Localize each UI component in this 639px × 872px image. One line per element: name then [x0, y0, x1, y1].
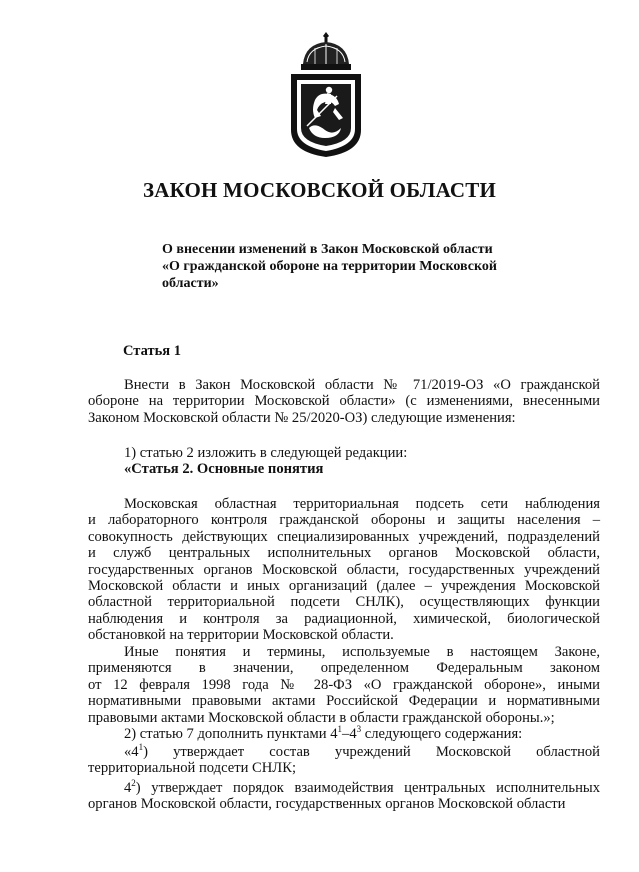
article-2-heading: «Статья 2. Основные понятия	[124, 461, 324, 478]
text-line: областной территориальной подсети СНЛК), осуществляющих функции	[88, 594, 600, 611]
intro-paragraph	[88, 377, 600, 426]
item-2-text: 2) статью 7 дополнить пунктами 4	[124, 726, 338, 742]
text-line: нормативными правовыми актами Российской Федерации и нормативными	[88, 693, 600, 710]
text-line: от 12 февраля 1998 года № 28-ФЗ «О гражданской обороне», иными	[88, 676, 600, 693]
superscript: 1	[138, 742, 144, 753]
subtitle-line: О внесении изменений в Закон Московской области	[162, 242, 493, 257]
superscript: 1	[337, 724, 343, 735]
text-line	[88, 780, 600, 796]
item-1	[88, 445, 600, 478]
item-2	[88, 726, 600, 742]
text-line: Московская областная территориальная подсеть сети наблюдения	[124, 496, 600, 512]
item-2-text: следующего содержания:	[361, 726, 523, 742]
text-line: обороне на территории Московской области» (с изменениями, внесенными	[88, 393, 600, 410]
point-number: 4	[124, 780, 132, 796]
text-line	[88, 726, 600, 742]
text-line: обстановкой на территории Московской области.	[88, 627, 394, 644]
document-title: ЗАКОН МОСКОВСКОЙ ОБЛАСТИ	[142, 178, 497, 202]
other-terms-paragraph	[88, 644, 600, 726]
text-line: правовыми актами Московской области в области гражданской обороны.»;	[88, 709, 555, 726]
text-line: применяются в значении, определенном Федеральным законом	[88, 660, 600, 677]
point-number: «4	[124, 744, 139, 760]
text-line: органов Московской области, государственных органов Московской области	[88, 796, 566, 813]
text-line: совокупность действующих специализированных учреждений, подразделений	[88, 528, 600, 545]
point-4-1	[88, 744, 600, 777]
text-line: наблюдения и контроля за радиационной, химической, биологической	[88, 610, 600, 627]
law-subtitle	[162, 241, 562, 292]
text-line: Иные понятия и термины, используемые в настоящем Законе,	[124, 644, 600, 660]
text-line	[88, 744, 600, 760]
text-line: и лабораторного контроля гражданской обороны и защиты населения –	[88, 512, 600, 529]
text-line: Законом Московской области № 25/2020-ОЗ) следующие изменения:	[88, 409, 516, 426]
text-line: и служб центральных исполнительных органов Московской области,	[88, 545, 600, 562]
coat-of-arms-icon	[285, 30, 367, 158]
superscript: 2	[131, 778, 136, 789]
definition-paragraph	[88, 496, 600, 644]
text-line: Внести в Закон Московской области № 71/2019-ОЗ «О гражданской	[124, 377, 600, 393]
subtitle-line: «О гражданской обороне на территории Московской	[162, 259, 497, 274]
text-line: территориальной подсети СНЛК;	[88, 760, 296, 777]
point-text: ) утверждает порядок взаимодействия центральных исполнительных	[135, 780, 600, 796]
point-4-2	[88, 780, 600, 813]
article-heading: Статья 1	[123, 343, 181, 359]
text-line: 1) статью 2 изложить в следующей редакции:	[124, 445, 408, 461]
text-line: Московской области и иных организаций (далее – учреждения Московской	[88, 578, 600, 595]
text-line: государственных органов Московской области, государственных учреждений	[88, 561, 600, 578]
superscript: 3	[356, 724, 362, 735]
subtitle-line: области»	[162, 276, 219, 291]
item-2-text: –4	[342, 726, 357, 742]
point-text: ) утверждает состав учреждений Московской областной	[143, 744, 600, 760]
